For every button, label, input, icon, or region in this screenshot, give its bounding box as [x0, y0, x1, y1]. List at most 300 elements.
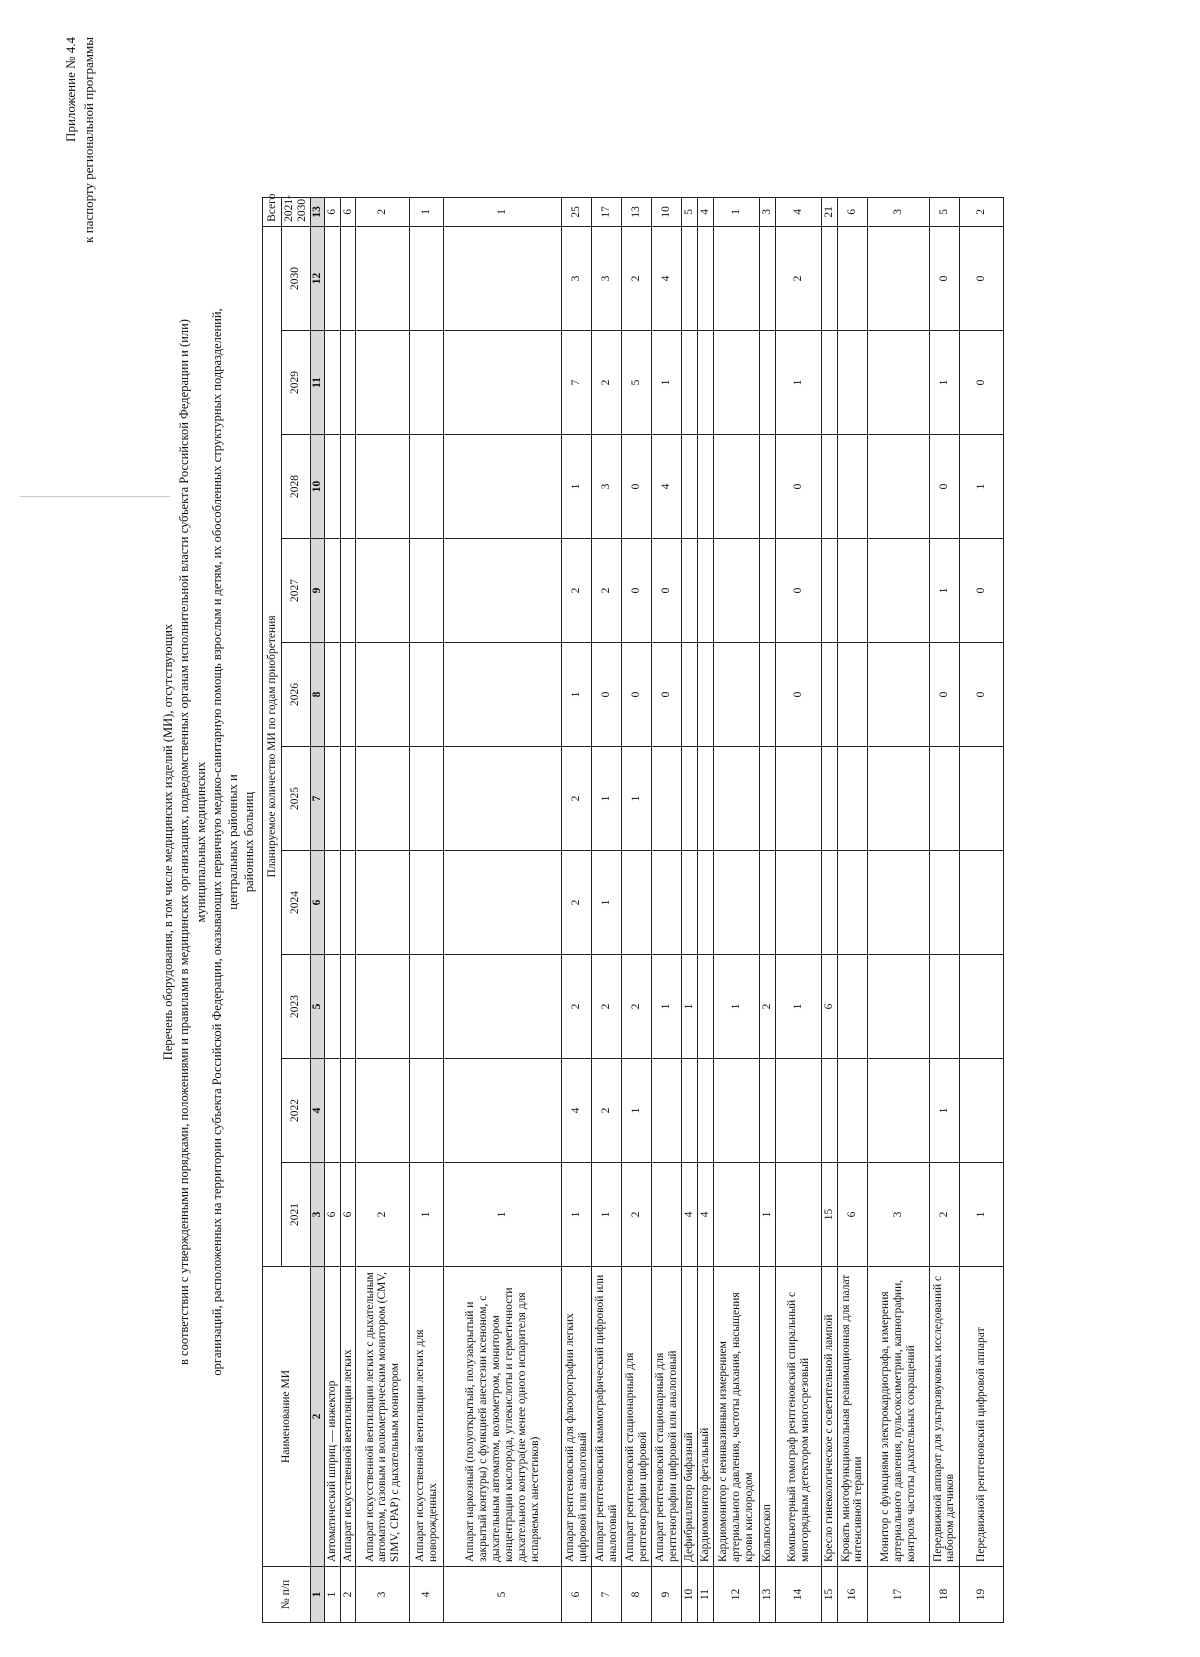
row-year-value: 7: [562, 331, 592, 435]
row-year-value: [698, 747, 714, 851]
row-year-value: 0: [776, 539, 822, 643]
row-year-value: [410, 435, 444, 539]
row-device-name: Аппарат искусственной вентиляции легких для новорожденных: [410, 1267, 444, 1567]
row-year-value: 6: [324, 1163, 340, 1267]
row-year-value: 0: [929, 226, 959, 330]
row-year-value: [760, 539, 776, 643]
table-row: [837, 197, 867, 1622]
table-row: [592, 197, 622, 1622]
row-year-value: 1: [652, 955, 682, 1059]
row-year-value: 4: [652, 435, 682, 539]
row-number: 7: [592, 1567, 622, 1623]
column-number: 6: [310, 851, 324, 955]
row-year-value: [356, 331, 410, 435]
title-line-3: организаций, расположенных на территории субъекта Российской Федерации, оказывающих первичную медико-санитарную помощь взрослым и детям, их обособленных структурных подразделений, центральных районных и: [209, 308, 240, 1376]
row-total: 21: [822, 197, 838, 226]
column-number: 13: [310, 197, 324, 226]
row-year-value: [837, 851, 867, 955]
header-num: № п/п: [263, 1567, 311, 1623]
column-number: 4: [310, 1059, 324, 1163]
row-year-value: [340, 226, 356, 330]
row-year-value: [822, 851, 838, 955]
row-device-name: Передвижной рентгеновский цифровой аппарат: [959, 1267, 1003, 1567]
row-number: 4: [410, 1567, 444, 1623]
row-year-value: [714, 747, 760, 851]
row-year-value: [760, 226, 776, 330]
row-number: 11: [698, 1567, 714, 1623]
row-total: 2: [959, 197, 1003, 226]
row-year-value: 0: [652, 539, 682, 643]
row-year-value: [324, 851, 340, 955]
row-device-name: Монитор с функциями электрокардиографа, измерения артериального давления, пульсоксиметрии, капнографии, контроля частоты дыхательных сокращений: [867, 1267, 929, 1567]
row-year-value: 6: [837, 1163, 867, 1267]
table-row: [867, 197, 929, 1622]
column-number: 10: [310, 435, 324, 539]
header-year: 2028: [282, 435, 311, 539]
row-year-value: [410, 851, 444, 955]
row-total: 10: [652, 197, 682, 226]
table-row: [410, 197, 444, 1622]
row-year-value: [698, 1059, 714, 1163]
row-total: 4: [776, 197, 822, 226]
column-number: 5: [310, 955, 324, 1059]
row-number: 12: [714, 1567, 760, 1623]
appendix-reference: к паспорту региональной программы: [80, 37, 96, 243]
row-year-value: [444, 1059, 562, 1163]
row-year-value: 0: [776, 435, 822, 539]
row-number: 14: [776, 1567, 822, 1623]
row-year-value: [714, 643, 760, 747]
row-total: 1: [714, 197, 760, 226]
row-year-value: 0: [622, 435, 652, 539]
row-number: 8: [622, 1567, 652, 1623]
row-year-value: [682, 226, 698, 330]
row-device-name: Аппарат наркозный (полуоткрытый, полузакрытый и закрытый контуры) с функцией анестезии ксеноном, с дыхательным автоматом, волюметром, монитором концентрации кислорода, углекислоты и герметичности дыхательного контура(не менее одного испарителя для испаряемых анестетиков): [444, 1267, 562, 1567]
header-year: 2022: [282, 1059, 311, 1163]
row-year-value: 1: [592, 1163, 622, 1267]
row-year-value: [714, 435, 760, 539]
row-year-value: [760, 747, 776, 851]
row-year-value: [324, 747, 340, 851]
table-row: [698, 197, 714, 1622]
row-device-name: Кардиомонитор фетальный: [698, 1267, 714, 1567]
row-total: 1: [410, 197, 444, 226]
column-number: 1: [310, 1567, 324, 1623]
row-number: 10: [682, 1567, 698, 1623]
row-year-value: [698, 435, 714, 539]
row-number: 9: [652, 1567, 682, 1623]
header-row-group: [263, 197, 282, 1622]
row-year-value: 1: [714, 955, 760, 1059]
row-year-value: [410, 747, 444, 851]
row-year-value: [760, 435, 776, 539]
row-year-value: 1: [444, 1163, 562, 1267]
row-year-value: [682, 539, 698, 643]
row-year-value: [822, 1059, 838, 1163]
row-year-value: [822, 226, 838, 330]
row-year-value: [929, 955, 959, 1059]
row-year-value: [837, 331, 867, 435]
header-year: 2024: [282, 851, 311, 955]
row-year-value: 1: [652, 331, 682, 435]
row-device-name: Аппарат искусственной вентиляции легких: [340, 1267, 356, 1567]
row-year-value: 1: [682, 955, 698, 1059]
row-year-value: [410, 331, 444, 435]
row-year-value: 4: [652, 226, 682, 330]
row-total: 6: [837, 197, 867, 226]
column-number: 11: [310, 331, 324, 435]
row-year-value: 2: [562, 955, 592, 1059]
row-year-value: [929, 851, 959, 955]
row-year-value: [776, 1163, 822, 1267]
row-year-value: [776, 1059, 822, 1163]
row-year-value: [867, 331, 929, 435]
row-number: 1: [324, 1567, 340, 1623]
column-number: 8: [310, 643, 324, 747]
table-row: [356, 197, 410, 1622]
row-device-name: Кардиомонитор с неинвазивным измерением артериального давления, частоты дыхания, насыщения крови кислородом: [714, 1267, 760, 1567]
row-year-value: [652, 747, 682, 851]
row-device-name: Кольпоскоп: [760, 1267, 776, 1567]
row-number: 16: [837, 1567, 867, 1623]
row-year-value: [837, 435, 867, 539]
header-year: 2029: [282, 331, 311, 435]
row-number: 19: [959, 1567, 1003, 1623]
table-row: [324, 197, 340, 1622]
row-year-value: [867, 226, 929, 330]
row-year-value: [776, 747, 822, 851]
row-year-value: 3: [592, 226, 622, 330]
row-year-value: [837, 1059, 867, 1163]
row-year-value: [959, 955, 1003, 1059]
row-total: 5: [929, 197, 959, 226]
row-year-value: 0: [959, 331, 1003, 435]
row-year-value: [714, 1059, 760, 1163]
header-year: 2025: [282, 747, 311, 851]
row-year-value: 0: [652, 643, 682, 747]
row-year-value: 15: [822, 1163, 838, 1267]
row-year-value: 0: [929, 643, 959, 747]
row-device-name: Кровать многофункциональная реанимационная для палат интенсивной терапии: [837, 1267, 867, 1567]
row-year-value: [682, 851, 698, 955]
row-year-value: 1: [959, 1163, 1003, 1267]
table-body: [324, 197, 1003, 1622]
row-year-value: 5: [622, 331, 652, 435]
row-year-value: 1: [776, 331, 822, 435]
row-total: 25: [562, 197, 592, 226]
row-year-value: [822, 747, 838, 851]
appendix-number: Приложение № 4.4: [63, 37, 78, 142]
row-year-value: [410, 539, 444, 643]
row-year-value: 0: [959, 643, 1003, 747]
row-year-value: [340, 539, 356, 643]
column-number: 12: [310, 226, 324, 330]
row-year-value: 2: [760, 955, 776, 1059]
row-year-value: 1: [959, 435, 1003, 539]
row-total: 6: [324, 197, 340, 226]
row-year-value: [760, 1059, 776, 1163]
table-row: [760, 197, 776, 1622]
row-year-value: [714, 226, 760, 330]
row-year-value: [822, 331, 838, 435]
row-year-value: [410, 226, 444, 330]
row-year-value: [410, 1059, 444, 1163]
row-year-value: [444, 331, 562, 435]
row-device-name: Аппарат рентгеновский стационарный для рентгенографии цифровой: [622, 1267, 652, 1567]
header-planned-group: Планируемое количество МИ по годам приобретения: [263, 226, 282, 1266]
row-year-value: [867, 435, 929, 539]
header-year: 2030: [282, 226, 311, 330]
row-year-value: 4: [682, 1163, 698, 1267]
row-year-value: [682, 643, 698, 747]
row-year-value: [682, 1059, 698, 1163]
equipment-table: [262, 193, 1004, 1623]
row-year-value: [698, 851, 714, 955]
row-year-value: [356, 1059, 410, 1163]
header-row-column-numbers: [310, 197, 324, 1622]
column-number: 9: [310, 539, 324, 643]
row-year-value: [444, 539, 562, 643]
row-year-value: [444, 435, 562, 539]
row-number: 2: [340, 1567, 356, 1623]
row-year-value: [340, 435, 356, 539]
title-line-4: районных больниц: [242, 791, 257, 893]
row-year-value: [698, 955, 714, 1059]
row-year-value: [837, 539, 867, 643]
row-year-value: 0: [959, 226, 1003, 330]
row-year-value: [444, 226, 562, 330]
appendix-note: [62, 37, 97, 257]
table-row: [682, 197, 698, 1622]
row-year-value: [324, 226, 340, 330]
row-year-value: [776, 851, 822, 955]
row-year-value: [698, 643, 714, 747]
row-year-value: 2: [592, 539, 622, 643]
row-total: 17: [592, 197, 622, 226]
row-year-value: [760, 643, 776, 747]
row-total: 2: [356, 197, 410, 226]
row-year-value: [959, 1059, 1003, 1163]
row-year-value: [324, 643, 340, 747]
row-year-value: [867, 539, 929, 643]
row-year-value: [959, 851, 1003, 955]
row-year-value: 2: [929, 1163, 959, 1267]
row-year-value: [356, 435, 410, 539]
row-year-value: [324, 955, 340, 1059]
row-year-value: [622, 851, 652, 955]
row-year-value: [867, 643, 929, 747]
row-year-value: [340, 955, 356, 1059]
row-year-value: 2: [562, 747, 592, 851]
row-device-name: Аппарат рентгеновский для флюорографии легких цифровой или аналоговый: [562, 1267, 592, 1567]
row-year-value: [340, 643, 356, 747]
row-total: 13: [622, 197, 652, 226]
row-year-value: [760, 851, 776, 955]
row-year-value: 2: [356, 1163, 410, 1267]
column-number: 2: [310, 1267, 324, 1567]
row-year-value: [698, 539, 714, 643]
row-year-value: [444, 955, 562, 1059]
table-row: [929, 197, 959, 1622]
table-row: [444, 197, 562, 1622]
title-line-2: в соответствии с утвержденными порядками, положениями и правилами в медицинских организациях, подведомственных органам исполнительной власти субъекта Российской Федерации и (или) муниципальных медицинских: [177, 319, 208, 1365]
row-year-value: 1: [562, 643, 592, 747]
table-row: [822, 197, 838, 1622]
row-year-value: 1: [929, 331, 959, 435]
row-year-value: 2: [622, 226, 652, 330]
row-year-value: [698, 331, 714, 435]
row-year-value: [682, 747, 698, 851]
row-year-value: 0: [929, 435, 959, 539]
row-year-value: 0: [776, 643, 822, 747]
header-year: 2023: [282, 955, 311, 1059]
row-number: 5: [444, 1567, 562, 1623]
row-total: 4: [698, 197, 714, 226]
row-device-name: Аппарат рентгеновский стационарный для рентгенографии цифровой или аналоговый: [652, 1267, 682, 1567]
row-year-value: [652, 1059, 682, 1163]
row-device-name: Аппарат искусственной вентиляции легких с дыхательным автоматом, газовым и волюметрическим монитором (CMV, SIMV, CPAP) с дыхательным монитором: [356, 1267, 410, 1567]
table-row: [776, 197, 822, 1622]
table-row: [959, 197, 1003, 1622]
header-year: 2027: [282, 539, 311, 643]
row-year-value: [837, 226, 867, 330]
row-device-name: Кресло гинекологическое с осветительной лампой: [822, 1267, 838, 1567]
row-year-value: [714, 851, 760, 955]
table-row: [562, 197, 592, 1622]
row-year-value: 2: [776, 226, 822, 330]
table-row: [622, 197, 652, 1622]
row-year-value: 1: [622, 747, 652, 851]
row-total: 3: [760, 197, 776, 226]
row-device-name: Компьютерный томограф рентгеновский спиральный с многорядным детектором многосрезовый: [776, 1267, 822, 1567]
row-year-value: [682, 331, 698, 435]
row-number: 13: [760, 1567, 776, 1623]
row-year-value: 1: [592, 851, 622, 955]
row-year-value: [324, 331, 340, 435]
row-year-value: 2: [592, 955, 622, 1059]
row-year-value: [652, 1163, 682, 1267]
row-year-value: 4: [562, 1059, 592, 1163]
row-total: 6: [340, 197, 356, 226]
row-year-value: [444, 747, 562, 851]
row-year-value: 1: [592, 747, 622, 851]
row-year-value: 1: [929, 1059, 959, 1163]
table-row: [714, 197, 760, 1622]
row-year-value: [959, 747, 1003, 851]
row-year-value: 1: [562, 435, 592, 539]
row-year-value: 0: [622, 539, 652, 643]
row-total: 1: [444, 197, 562, 226]
row-year-value: [682, 435, 698, 539]
row-year-value: 3: [562, 226, 592, 330]
row-year-value: 3: [592, 435, 622, 539]
row-year-value: [714, 331, 760, 435]
row-number: 18: [929, 1567, 959, 1623]
row-device-name: Аппарат рентгеновский маммографический цифровой или аналоговый: [592, 1267, 622, 1567]
row-year-value: 2: [562, 851, 592, 955]
row-year-value: [410, 955, 444, 1059]
header-name: Наименование МИ: [263, 1267, 311, 1567]
row-year-value: [867, 1059, 929, 1163]
row-year-value: [444, 851, 562, 955]
row-year-value: [822, 643, 838, 747]
row-year-value: [410, 643, 444, 747]
row-year-value: 1: [929, 539, 959, 643]
row-year-value: 6: [340, 1163, 356, 1267]
row-year-value: 3: [867, 1163, 929, 1267]
row-year-value: [340, 747, 356, 851]
table-row: [652, 197, 682, 1622]
row-year-value: [324, 435, 340, 539]
row-device-name: Дефибриллятор бифазный: [682, 1267, 698, 1567]
row-year-value: [714, 539, 760, 643]
row-year-value: [340, 331, 356, 435]
row-year-value: 6: [822, 955, 838, 1059]
row-year-value: 0: [959, 539, 1003, 643]
row-year-value: 4: [698, 1163, 714, 1267]
row-year-value: 1: [760, 1163, 776, 1267]
row-device-name: Передвижной аппарат для ультразвуковых исследований с набором датчиков: [929, 1267, 959, 1567]
row-year-value: 2: [592, 1059, 622, 1163]
row-year-value: [867, 955, 929, 1059]
row-year-value: [324, 1059, 340, 1163]
row-number: 6: [562, 1567, 592, 1623]
header-year: 2021: [282, 1163, 311, 1267]
row-year-value: [822, 539, 838, 643]
row-year-value: [356, 643, 410, 747]
row-year-value: [356, 539, 410, 643]
row-year-value: 1: [562, 1163, 592, 1267]
row-number: 3: [356, 1567, 410, 1623]
row-year-value: 1: [410, 1163, 444, 1267]
row-year-value: [356, 955, 410, 1059]
title-line-1: Перечень оборудования, в том числе медицинских изделий (МИ), отсутствующих: [161, 623, 175, 1061]
column-number: 3: [310, 1163, 324, 1267]
row-year-value: [837, 747, 867, 851]
row-year-value: [340, 1059, 356, 1163]
row-year-value: [837, 643, 867, 747]
row-year-value: [714, 1163, 760, 1267]
row-year-value: [444, 643, 562, 747]
row-year-value: [698, 226, 714, 330]
row-year-value: [340, 851, 356, 955]
row-year-value: [867, 747, 929, 851]
row-year-value: 0: [592, 643, 622, 747]
header-total-range: 2021-2030: [282, 197, 311, 226]
row-year-value: [356, 851, 410, 955]
header-total: Всего: [263, 197, 282, 226]
row-year-value: [837, 955, 867, 1059]
row-year-value: 0: [622, 643, 652, 747]
scan-edge-line: [20, 496, 170, 497]
row-year-value: [324, 539, 340, 643]
row-year-value: 1: [622, 1059, 652, 1163]
row-year-value: [760, 331, 776, 435]
row-year-value: [652, 851, 682, 955]
row-total: 3: [867, 197, 929, 226]
header-year: 2026: [282, 643, 311, 747]
row-year-value: 2: [622, 1163, 652, 1267]
row-total: 5: [682, 197, 698, 226]
row-number: 15: [822, 1567, 838, 1623]
row-device-name: Автоматический шприц — инжектор: [324, 1267, 340, 1567]
document-title: [160, 297, 258, 1387]
row-year-value: [822, 435, 838, 539]
row-year-value: [867, 851, 929, 955]
row-year-value: [929, 747, 959, 851]
row-year-value: 1: [776, 955, 822, 1059]
row-year-value: [356, 226, 410, 330]
